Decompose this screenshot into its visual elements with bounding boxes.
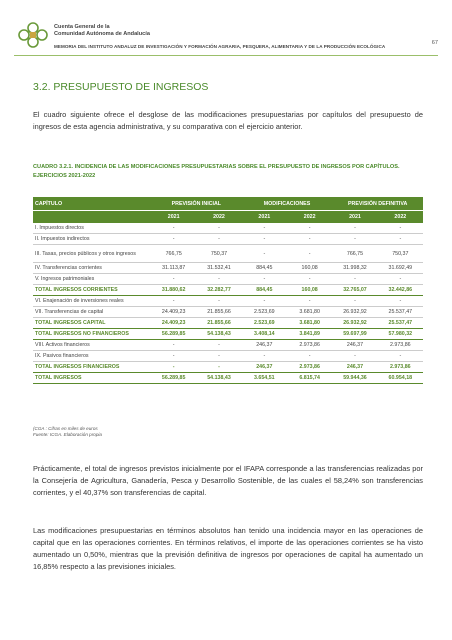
row-label: TOTAL INGRESOS [33, 373, 151, 384]
table-cell: - [287, 296, 332, 307]
col-modificaciones: MODIFICACIONES [242, 197, 333, 211]
table-row [33, 234, 423, 245]
table-cell: - [378, 223, 423, 234]
table-cell: 3.681,80 [287, 307, 332, 318]
table-cell: - [151, 274, 196, 285]
row-label: VIII. Activos financieros [33, 340, 151, 351]
table-cell: - [332, 351, 377, 362]
table-cell: 160,08 [287, 285, 332, 296]
table-cell: 2.973,86 [378, 362, 423, 373]
table-cell: 2.523,69 [242, 307, 287, 318]
table-cell: - [242, 274, 287, 285]
table-cell: - [287, 234, 332, 245]
year-header: 2021 [242, 211, 287, 224]
table-cell: 2.973,86 [287, 340, 332, 351]
table-cell: 31.880,62 [151, 285, 196, 296]
row-label: TOTAL INGRESOS NO FINANCIEROS [33, 329, 151, 340]
table-cell: 246,37 [332, 362, 377, 373]
table-header-row [33, 197, 423, 211]
row-label: V. Ingresos patrimoniales [33, 274, 151, 285]
table-total-row [33, 362, 423, 373]
table-cell: - [196, 362, 241, 373]
table-row [33, 245, 423, 263]
table-cell: - [242, 296, 287, 307]
table-cell: 32.765,07 [332, 285, 377, 296]
row-label: II. Impuestos indirectos [33, 234, 151, 245]
table-row [33, 274, 423, 285]
table-cell: 3.681,80 [287, 318, 332, 329]
row-label: VII. Transferencias de capital [33, 307, 151, 318]
col-prevision-definitiva: PREVISIÓN DEFINITIVA [332, 197, 423, 211]
table-cell: - [196, 234, 241, 245]
table-cell: - [196, 296, 241, 307]
table-cell: - [242, 245, 287, 263]
table-cell: 60.954,18 [378, 373, 423, 384]
table-body [33, 223, 423, 384]
table-total-row [33, 329, 423, 340]
table-cell: 26.932,92 [332, 307, 377, 318]
table-row [33, 351, 423, 362]
table-cell: 6.815,74 [287, 373, 332, 384]
table-cell: - [151, 296, 196, 307]
table-cell: 2.973,86 [287, 362, 332, 373]
analysis-paragraph-1: Prácticamente, el total de ingresos previstos inicialmente por el IFAPA corresponde a las transferencias realizadas por la Consejería de Agricultura, Ganadería, Pesca y Desarrollo Sostenible, de las cuales el 58,24% son transferencias corrientes, y el 40,37% son transferencias de capital. [33, 464, 423, 497]
table-cell: 31.532,41 [196, 263, 241, 274]
table-cell: - [242, 223, 287, 234]
table-cell: 3.408,14 [242, 329, 287, 340]
table-total-row [33, 318, 423, 329]
table-cell: 246,37 [242, 340, 287, 351]
table-cell: - [196, 340, 241, 351]
table-row [33, 263, 423, 274]
table-cell: - [332, 234, 377, 245]
institution-name [54, 24, 150, 38]
year-header: 2021 [332, 211, 377, 224]
row-label: I. Impuestos directos [33, 223, 151, 234]
table-cell: 24.409,23 [151, 318, 196, 329]
table-cell: 56.289,85 [151, 373, 196, 384]
table-note-source: Fuente: ICGA. Elaboración propia [33, 432, 102, 437]
table-cell: 21.855,66 [196, 318, 241, 329]
table-cell: - [151, 234, 196, 245]
table-cell: 31.692,49 [378, 263, 423, 274]
table-cell: - [287, 351, 332, 362]
institution-line-2: Comunidad Autónoma de Andalucía [54, 31, 150, 37]
table-row [33, 296, 423, 307]
table-cell: - [378, 351, 423, 362]
table-total-row [33, 285, 423, 296]
table-cell: 3.841,89 [287, 329, 332, 340]
row-label: IX. Pasivos financieros [33, 351, 151, 362]
table-cell: 24.409,23 [151, 307, 196, 318]
table-cell: 59.697,99 [332, 329, 377, 340]
table-row [33, 307, 423, 318]
table-cell: 766,75 [151, 245, 196, 263]
institution-line-1: Cuenta General de la [54, 24, 110, 30]
table-cell: 884,45 [242, 285, 287, 296]
row-label: TOTAL INGRESOS CAPITAL [33, 318, 151, 329]
year-header: 2022 [287, 211, 332, 224]
table-cell: - [287, 274, 332, 285]
table-note-units: (CGA : Cifras en miles de euros [33, 426, 98, 431]
table-cell: - [196, 351, 241, 362]
table-cell: - [332, 296, 377, 307]
table-cell: 54.138,43 [196, 329, 241, 340]
table-cell: - [242, 351, 287, 362]
row-label: III. Tasas, precios públicos y otros ingresos [33, 245, 151, 263]
table-cell: 25.537,47 [378, 307, 423, 318]
table-caption: CUADRO 3.2.1. INCIDENCIA DE LAS MODIFICACIONES PRESUPUESTARIAS SOBRE EL PRESUPUESTO DE INGRESOS POR CAPÍTULOS. EJERCICIOS 2021-2022 [33, 164, 400, 179]
year-header: 2022 [196, 211, 241, 224]
table-cell: - [196, 274, 241, 285]
row-label: TOTAL INGRESOS CORRIENTES [33, 285, 151, 296]
memoria-title: MEMORIA DEL INSTITUTO ANDALUZ DE INVESTIGACIÓN Y FORMACIÓN AGRARIA, PESQUERA, ALIMENTARIA Y DE LA PRODUCCIÓN ECOLÓGICA [54, 44, 386, 49]
table-cell: 750,37 [196, 245, 241, 263]
table-cell: 57.980,32 [378, 329, 423, 340]
header-divider [14, 55, 438, 56]
table-cell: 31.113,87 [151, 263, 196, 274]
table-notes [33, 426, 102, 438]
table-cell: 160,08 [287, 263, 332, 274]
table-total-row [33, 373, 423, 384]
table-cell: - [151, 340, 196, 351]
junta-andalucia-logo-icon [14, 20, 52, 50]
table-cell: 246,37 [332, 340, 377, 351]
page-number: 67 [431, 40, 438, 46]
table-cell: 31.998,32 [332, 263, 377, 274]
table-cell: - [332, 274, 377, 285]
col-capitulo: CAPÍTULO [33, 197, 151, 211]
table-cell: - [151, 351, 196, 362]
table-cell: 3.654,51 [242, 373, 287, 384]
table-cell: 884,45 [242, 263, 287, 274]
table-cell: - [287, 223, 332, 234]
table-cell: - [242, 234, 287, 245]
table-cell: - [287, 245, 332, 263]
table-cell: - [151, 223, 196, 234]
table-cell: 32.282,77 [196, 285, 241, 296]
table-cell: 21.855,66 [196, 307, 241, 318]
table-row [33, 223, 423, 234]
analysis-paragraph-2: Las modificaciones presupuestarias en términos absolutos han tenido una incidencia mayor en las operaciones de capital que en las operaciones corrientes. En términos relativos, el importe de las operaciones corrientes se ha visto aumentado un 0,50%, mientras que la previsión definitiva de ingresos por operaciones de capital ha aumentado un 16,85% respecto a las previsiones iniciales. [33, 526, 423, 571]
table-cell: - [378, 234, 423, 245]
intro-paragraph: El cuadro siguiente ofrece el desglose de las modificaciones presupuestarias por capítulos del presupuesto de ingresos de esta agencia administrativa, y su comparativa con el ejercicio anterior. [33, 110, 423, 131]
table-cell: 26.932,92 [332, 318, 377, 329]
table-cell: - [332, 223, 377, 234]
table-cell: 54.138,43 [196, 373, 241, 384]
year-header: 2022 [378, 211, 423, 224]
table-cell: - [151, 362, 196, 373]
table-cell: 56.289,85 [151, 329, 196, 340]
table-row [33, 340, 423, 351]
table-cell: 246,37 [242, 362, 287, 373]
table-cell: 750,37 [378, 245, 423, 263]
table-cell: - [196, 223, 241, 234]
row-label: VI. Enajenación de inversiones reales [33, 296, 151, 307]
row-label: IV. Transferencias corrientes [33, 263, 151, 274]
table-cell: 2.523,69 [242, 318, 287, 329]
table-cell: - [378, 274, 423, 285]
row-label: TOTAL INGRESOS FINANCIEROS [33, 362, 151, 373]
table-cell: 59.944,36 [332, 373, 377, 384]
income-budget-table [33, 197, 423, 384]
table-cell: 25.537,47 [378, 318, 423, 329]
table-cell: 766,75 [332, 245, 377, 263]
table-cell: - [378, 296, 423, 307]
table-cell: 32.442,86 [378, 285, 423, 296]
year-header: 2021 [151, 211, 196, 224]
col-prevision-inicial: PREVISIÓN INICIAL [151, 197, 242, 211]
table-year-row [33, 211, 423, 224]
section-title: 3.2. PRESUPUESTO DE INGRESOS [33, 81, 209, 93]
table-cell: 2.973,86 [378, 340, 423, 351]
